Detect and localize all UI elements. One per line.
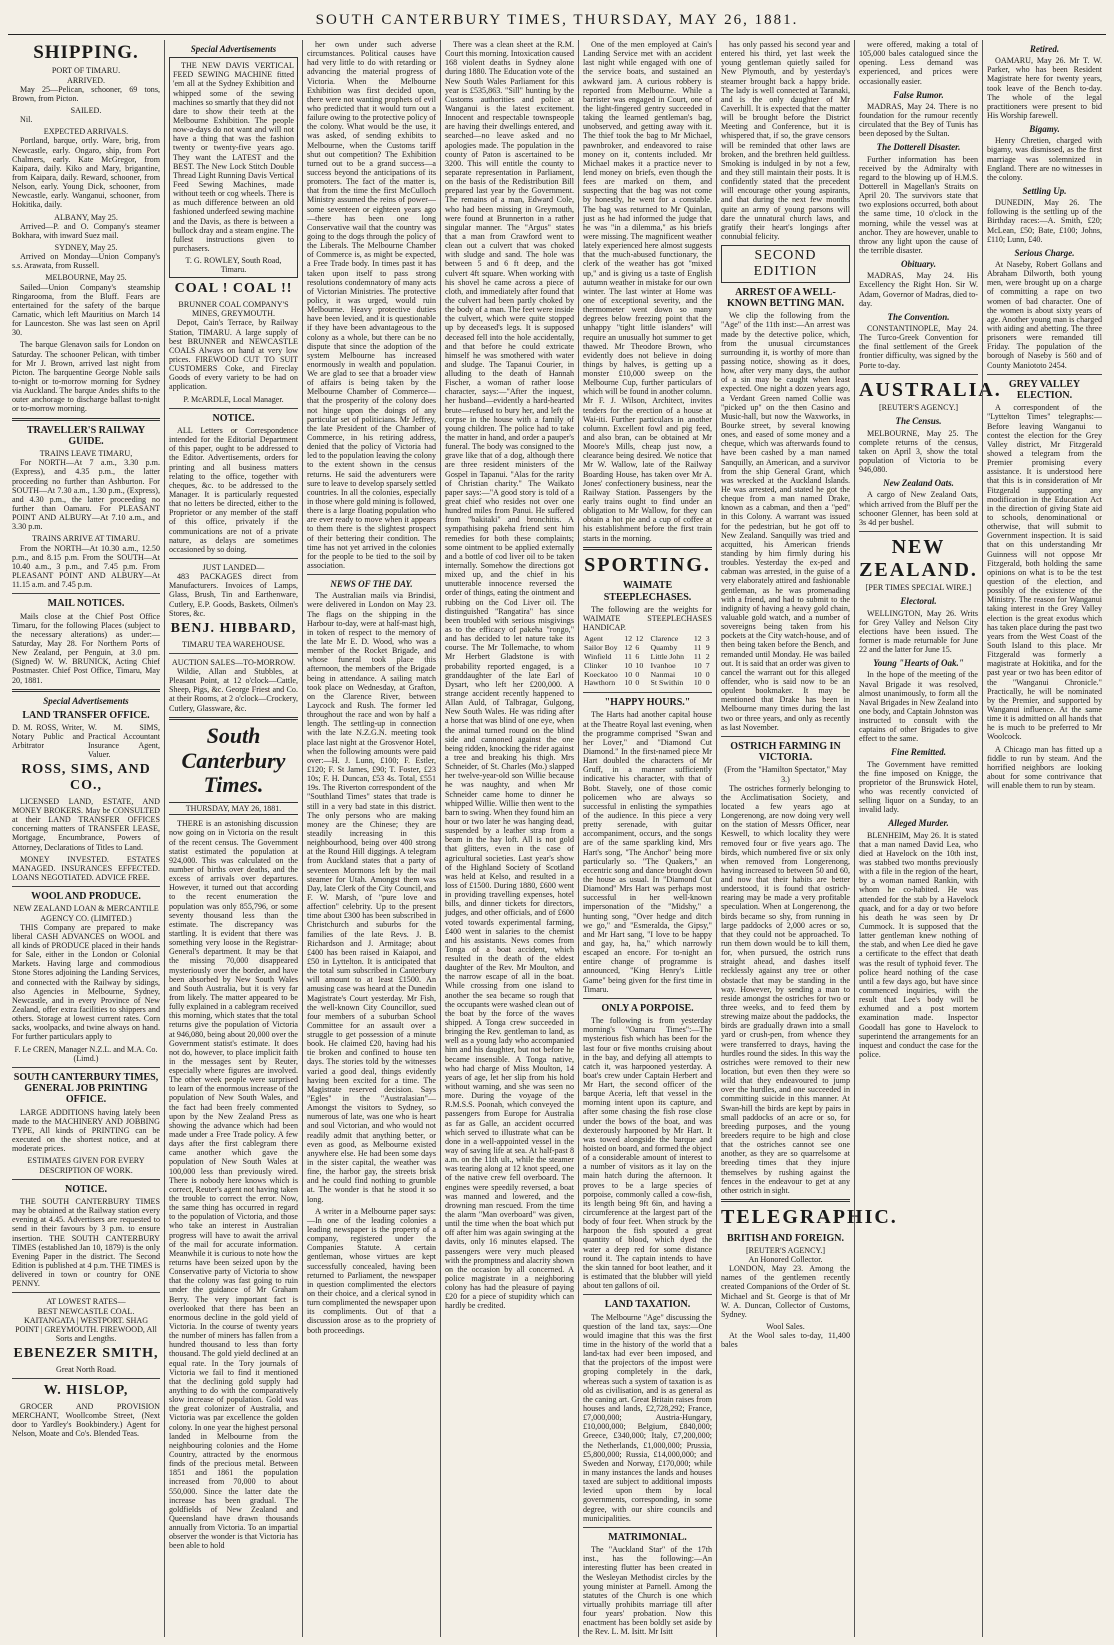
new-zealand-heading: NEW ZEALAND. — [859, 536, 978, 581]
albany-text: Arrived—P. and O. Company's steamer Bokhara, with inward Suez mail. — [12, 221, 160, 240]
ross-sims-services: MONEY INVESTED. ESTATES MANAGED. INSURANCES EFFECTED. LOANS NEGOTIATED. ADVICE FREE. — [12, 854, 160, 882]
weights-left — [583, 635, 646, 688]
sydney-dateline: SYDNEY, May 25. — [54, 243, 118, 252]
melbourne-text: Sailed—Union Company's steamship Ringarooma, from the Bluff. Fears are entertained for the safety of the barque Carnatic, which left Mauritius on March 14 for Launceston. She was last seen on April 30. — [12, 282, 160, 338]
happy-hours-text: The Harts had another capital house at the Theatre Royal last evening, when the programme comprised "Swan and her Lover," and "Diamond Cut Diamond." In the first-named piece Mr Hart doubled the characters of Mr Gruff, in a manner sufficiently indicative his character, with that of Bobt. Stavely, one of those comic policemen who are always so successful in enlisting the sympathies of the audience. In this piece a very pretty serenade, with guitar accompaniment, occurs, and the songs are of the same sparkling kind, Mrs Hart's song, "The Anchor" being more particularly so. "The Quakers," an eccentric song and dance brought down the house as usual. In "Diamond Cut Diamond" Mrs Hart was perhaps most successful in her well-known impersonation of the "Midshy," a hunting song, "Over hedge and ditch we go," and "Esmeralda, the Gipsy," and Mr Hart sang, "I love to be happy and gay, ha, ha," which narrowly escaped an encore. For to-night an entire change of programme is announced, "King Henry's Little Game" being given for the first time in Timaru. — [583, 710, 712, 994]
weight-cell: Winfield — [584, 651, 612, 661]
weight-cell: 10 — [693, 678, 702, 688]
weight-cell: 11 — [624, 651, 632, 661]
melbourne-dateline: MELBOURNE, May 25. — [45, 273, 127, 283]
news-text: The Australian mails via Brindisi, were delivered in London on May 23. The flags on the shipping in the Harbour to-day, were at half-mast high, in token of respect to the memory of the late Mr E. D. Wood, who was a member of the Rocket Brigade, and whose funeral took place this afternoon, the members of the Brigade being in attendance. A sailing match took place on Wednesday, at Grafton, on the Clarence River, between Laycock and Rush. The former led throughout the race and won by half a length. The settling-up in connection with the late N.Z.G.N. meeting took place last night at the Grosvenor Hotel, when the following amounts were paid over:—H. J. Lunn, £100; F. Estler, £120; F. St James, £90; T. Foster, £23 10s; F. H. Duncan, £53 4s. Total, £551 19s. The Riverton correspondent of the "Southland Times" states that trade is still in a very bad state in this district. The only persons who are making money are the Chinese; they are steadily increasing in this neighbourhood, being over 400 strong at the Round Hill diggings. A telegram from Auckland states that a party of seventeen Mormons left by the mail steamer for Utah. Amongst them was Day, late Clerk of the City Council, and F. W. Marsh, of "pure love and affection" celebrity. Up to the present time about £300 has been subscribed in Christchurch and suburbs for the families of the late Revs. J. B. Richardson and J. Armitage; about £400 has been raised in Kaiapoi, and £50 in Lyttelton. It is anticipated that the total sum subscribed in Canterbury will amount to at least £1500. An amusing case was heard at the Dunedin Magistrate's Court yesterday. Mr Fish, the well-known City Councillor, sued four members of a suburban School Committee for an assault over a struggle to get possession of a minute book. He claimed £20, having had his tie broken and confined to house ten days. The stories told by the witnesses varied a good deal, things evidently having been excited for a time. The Magistrate reserved decision. Says "Egles" in the "Australasian"—Amongst the visitors to Sydney, so numerous of late, was one who is heart and soul Victorian, and who would not readily admit that anything better, or even as good, as Melbourne existed anywhere else. He had been some days in the sister capital, the weather was fine, the harbor gay, the streets brisk and he could find nothing to grumble at. The wonder is that he stood it so long. — [307, 591, 436, 1204]
hibbard-name: BENJ. HIBBARD, — [170, 620, 297, 636]
weight-cell: Koeckatoo — [584, 669, 618, 679]
divider — [583, 692, 712, 693]
smith-name: EBENEZER SMITH, — [13, 1346, 159, 1362]
telegraphic-heading: TELEGRAPHIC. — [721, 1205, 898, 1228]
column-8 — [982, 40, 1106, 1637]
coal-heading: COAL ! COAL !! — [174, 281, 293, 297]
glenavon-text: The barque Glenavon sails for London on Saturday. The schooner Pelican, with timber for Mr J. Brown, arrived last night from Picton. The barquentine George Noble sails to-night or to-morrow morning for Sydney via Auckland. The barque Andes shifts to the outer anchorage to discharge ballast to-night or to-morrow morning. — [12, 340, 160, 414]
auction-heading: AUCTION SALES—TO-MORROW. — [171, 657, 296, 667]
waimate-intro: The following are the weights for WAIMATE STEEPLECHASES HANDICAP. — [583, 604, 712, 633]
shipping-heading: SHIPPING. — [33, 42, 139, 63]
weight-cell: 0 — [635, 678, 640, 688]
land-tax-text: The Melbourne "Age" discussing the question of the land tax, says:—One would imagine that this was the first time in the history of the world that a land-tax had ever been imposed, and that the projectors of the impost were groping completely in the dark, whereas such a system of taxation is as old as civilisation, and is as general as the caning art. Great Britain raises from houses and lands, £2,728,292; France, £7,000,000; Austria-Hungary, £10,000,000; Belgium, £840,000; Greece, £340,000; Italy, £7,200,000; the Netherlands, £1,000,000; Prussia, £5,800,000; Russia, £14,000,000; and Sweden and Norway, £170,000; while in many instances the lands and houses taxed are subject to additional imposts levied upon them by local governments, corresponding, in some degree, with our shire councils and municipalities. — [583, 1312, 712, 1523]
trains-leave-text: For NORTH—At 7 a.m., 3.30 p.m. (Express), and 4.35 p.m., the latter proceeding no further than Ashburton. For SOUTH—At 7.30 a.m., 1.30 p.m., (Express), and 4.30 p.m., the latter proceeding no further than Oamaru. For PLEASANT POINT AND ALBURY—At 7.10 a.m., and 3.30 p.m. — [12, 458, 160, 532]
weight-cell: 9 — [705, 643, 710, 653]
weight-cell: 12 — [635, 634, 644, 644]
sydney-text: Arrived on Monday—Union Company's s.s. Arawata, from Russell. — [12, 252, 160, 271]
job-printing-heading: SOUTH CANTERBURY TIMES, GENERAL JOB PRINTING OFFICE. — [13, 1071, 159, 1106]
divider — [583, 1527, 712, 1528]
auction-text: Wildie, Allan and Stubbles, at Pleasant Point, at 12 o'clock—Cattle, Sheep, Pigs, &c. George Friest and Co. at their Rooms, at 2 o'clock—Crockery, Cutlery, Glassware, &c. — [169, 666, 298, 713]
coal-list: BEST NEWCASTLE COAL. KAITANGATA | WESTPORT. SHAG POINT | GREYMOUTH. FIREWOOD, All Sorts and Lengths. — [15, 1306, 157, 1343]
trains-arrive-text: From the NORTH—At 10.30 a.m., 12.50 p.m., and 8.15 p.m. From the SOUTH—At 10.40 a.m., 3 p.m., and 7.45 p.m. From PLEASANT POINT AND ALBURY—At 11.15 a.m. and 7.45 p.m. — [12, 543, 160, 590]
weight-cell: 10 — [693, 660, 702, 670]
divider — [721, 736, 850, 737]
notice-text: ALL Letters or Correspondence intended for the Editorial Department of this paper, ought to be addressed to the Editor. Advertisements, orders for printing and all business matters relating to the office, together with cheques, &c. to be addressed to the Manager. It is particularly requested that no letters be directed, either to the Proprietor or any member of the staff of this office, privately if the communications are not of a private nature, as delays are sometimes occasioned by so doing. — [169, 426, 298, 554]
mail-text: Mails close at the Chief Post Office Timaru, for the following Places (subject to the necessary alterations) as under:— Saturday, May 28. For Northern Ports of New Zealand, per Penguin, at 3.0 pm. (Signed) W. W. BRUNICK, Acting Chief Postmaster. Chief Post Office, Timaru, May 20, 1881. — [12, 611, 160, 685]
weight-cell: 0 — [705, 678, 710, 688]
special-ads-heading: Special Advertisements — [43, 695, 129, 706]
second-edition-banner: SECOND EDITION — [721, 245, 850, 283]
brunner-signature: P. McARDLE, Local Manager. — [183, 394, 284, 404]
false-rumor-heading: False Rumor. — [893, 89, 944, 100]
weight-cell: 10 — [624, 678, 633, 688]
local-news: One of the men employed at Cain's Landing Service met with an accident last night while engaged with one of the service boats, and sustained an awkward jam. A curious robbery is reported from Melbourne. While a barrister was engaged in Court, one of the light-fingered gentry succeeded in taking the learned gentleman's bag, unobserved, and getting away with it. The thief took the bag to Mr Michael, pawnbroker, and endeavored to raise money on it, contents included. Mr Michael makes it a practice never to lend money on briefs, even though the fees are marked on them, and suspecting that the bag was not come by honestly, he went for a constable. The bag was returned to Mr Quinlan, just as he had informed the judge that he was "in a dilemma," as his briefs were missing. The magnificent weather lately experienced here almost suggests that the much-abused functionary, the clerk of the weather has got "mixed up," and is giving us a taste of English autumn weather in mistake for our own winter. The last winter at Home was one of exceptional severity, and the thermometer went down so many degrees below freezing point that the unhappy "tight little islanders" will require an unusually hot summer to get thawed. Mr Theodore Brown, who evidently does not believe in doing things by halves, is getting up a monster £10,000 sweep on the Melbourne Cup, further particulars of which will be found in another column. Mr F. J. Wilson, Architect, invites tenders for the erection of a house at Wai-iti. Further particulars in another column. Excellent fowl and pig feed, and also bran, can be obtained at Mr Moore's Mills, cheap just now, a clearance being desired. We notice that Mr W. Wallow, late of the Railway Boarding House, has taken over Mr A. Jones' confectionery business, near the Railway Station. Passengers by the early trains ought to find under an obligation to Mr Wallow, for they can obtain a hot pie and a cup of coffee at his establishment before the first train starts in the morning. — [583, 40, 712, 543]
settling-heading: Settling Up. — [1022, 186, 1067, 196]
column-5 — [578, 40, 716, 1637]
brunner-text: Depot, Cain's Terrace, by Railway Station, TIMARU. A large supply of best BRUNNER and NEWCASTLE COALS Always on hand at very low prices. FIREWOOD CUT TO SUIT CUSTOMERS Coke, and Fireclay Goods of every variety to be had on application. — [169, 318, 298, 392]
wool-continued: were offered, making a total of 105,000 bales catalogued since the opening. Less demand was experienced, and prices were occasionally easier. — [859, 40, 978, 86]
weight-row — [650, 679, 713, 688]
grey-valley-text: A correspondent of the "Lyttelton Times" telegraphs:—Before leaving Wanganui to contest the election for the Grey Valley district, Mr Fitzgerald showed a telegram from the Premier promising every assistance. It is understood here that this is in consideration of Mr Fitzgerald supporting any modification in the Education Act in the direction of giving State aid to schools, denominational or otherwise, that will submit to Government inspection. It is said that on this understanding Mr Guinness will not oppose Mr Fitzgerald, both holding the same opinions on what is to be the test question of the election, and possibly of the existence of the Ministry. The reason for Wanganui taking interest in the Grey Valley election is the great exodus which has taken place during the past two years from the West Coast of the South Island to this place. Mr Fitzgerald was formerly a magistrate at Hokitika, and for the past year or two has been editor of the "Wanganui Chronicle." Practically, he will be nominated by the Premier, and supported by Wanganui influence. At the same time it is admitted on all hands that he is much to be preferred to Mr Woolcock. — [987, 403, 1102, 742]
divider — [169, 717, 298, 720]
ostrich-text: The ostriches formerly belonging to the Acclimatisation Society, and located a few years ago at Longerenong, are now doing very well on the station of Messrs Officer, near Keswell, to which locality they were removed four or five years ago. The birds, which numbered five or six only when removed from Longerenong, having increased to between 50 and 60, and now that their habits are better understood, it is found that ostrich-rearing may be made a very profitable speculation. When at Longerenong, the birds became so shy, from running in large paddocks of 2,000 acres or so, that they could not be approached. To run them down would be to kill them, for, when pursued, the ostrich runs straight ahead, and dashes itself recklessly against any tree or other obstacle that may be standing in the way. However, by sending a man to reside amongst the ostriches for two or three weeks, and to feed them by strewing maize about the paddocks, the birds are gradually drawn into a small yard or crush-pen, from whence they were transferred to drays, having the hurdles round the sides. In this way the ostriches were removed to their new location, but even then they were so wild that they endeavoured to jump over the hurdles, and one succeeded in committing suicide in this manner. At Swan-hill the birds are kept by pairs in small paddocks of an acre or so, for breeding purposes, and the young breeders require to be high and close that the ostriches cannot see one another, as they are so quarrelsome at breeding times that they injure themselves by rushing against the fences in the endeavour to get at any other ostrich in sight. — [721, 783, 850, 1195]
sailed-text: Nil. — [20, 115, 33, 125]
weight-cell: 7 — [705, 660, 710, 670]
divider — [12, 1067, 160, 1068]
nzloan-name: NEW ZEALAND LOAN & MERCANTILE AGENCY CO. (LIMITED.) — [13, 904, 159, 923]
weight-row — [583, 679, 646, 688]
bigamy-heading: Bigamy. — [1029, 124, 1060, 135]
weight-cell: Little John — [650, 651, 685, 661]
column-2 — [164, 40, 302, 1637]
dotterel-text: Further information has been received by the Admiralty with regard to the blowing up of H.M.S. Dotterell in Magellan's Straits on April 20. The survivors state that two explosions occurred, both about the same time, 10 o'clock in the morning, while the vessel was at anchor. They are however, unable to throw any light upon the cause of the terrible disaster. — [859, 154, 978, 255]
notice-heading: NOTICE. — [65, 1183, 107, 1195]
matrimonial-continued: has only passed his second year and entered his third, yet last week the young gentleman quietly sailed for New Plymouth, and by yesterday's steamer brought back a happy bride. The lady is well connected at Taranaki, and is the only daughter of Mr Caverhill. It is expected that the matter will be brought before the District Meeting and Conference, but it is whispered that, if so, the grave censors will be reminded that other laws are broken, and the brethren held guiltless. Smoking is indulged in by not a few, and they still maintain their posts. It is confidently stated that the precedent will encourage other young aspirants, and that during the next few months quite an army of young parsons will dare the unnatural church laws, and gratify their heart's longings after connubial felicity. — [721, 40, 850, 241]
notice-text: THE SOUTH CANTERBURY TIMES may be obtained at the Railway station every evening at 4.45. Advertisers are requested to send in their favours by 3 p.m. to ensure insertion. THE SOUTH CANTERBURY TIMES (established Jan 10, 1879) is the only Evening Paper in the district. The Second Edition is published at 4 p.m. THE TIMES is delivered in town or country for ONE PENNY. — [12, 1196, 160, 1289]
divider — [859, 374, 978, 375]
hearts-text: In the hope of the meeting of the Naval Brigade it was resolved, almost unanimously, to form all the Naval Brigades in New Zealand into one body, and Captain Johnston was instructed to consult with the captains of other Brigades to give effect to the same. — [859, 670, 978, 744]
weights-table — [583, 635, 712, 688]
divider — [12, 886, 160, 887]
hislop-text: GROCER AND PROVISION MERCHANT, Woollcombe Street, (Next door to Yardley's Bookbindery.) Agent for Nelson, Moate and Co's. Blended Teas. — [12, 1401, 160, 1439]
charge-text: At Naseby, Robert Gollans and Abraham Dilworth, both young men, were brought up on a charge of committing a rape on two women of bad character. One of the women is about sixty years of age. Another young man is charged with aiding and abetting. The three prisoners were remanded till Friday. The population of the borough of Naseby is 560 and of County Maniototo 2454. — [987, 260, 1102, 370]
editorial-continued: her own under such adverse circumstances. Political causes have had very little to do with retarding or advancing the material progress of Victoria. When the Melbourne Exhibition was first decided upon, there were not wanting prophets of evil who predicted that it would turn out a failure owing to the protective policy of the colony. What would be the use, it was asked, of sending exhibits to Melbourne, when the Customs tariff shut out competition? The Exhibition turned out to be a grand success—a success beyond the anticipations of its promoters. The fact of the matter is, that from the time the first McCulloch Ministry assumed the reins of power—some seventeen or eighteen years ago—there has been one long Conservative wail that the country was going to the dogs through the policy of the Liberals. The Melbourne Chamber of Commerce is, as might be expected, a Free Trade body. In times past it has taken upon itself to pass strong resolutions condemnatory of many acts of Victorian Ministries. The protective policy, it was urged, would ruin Melbourne. Heavy protective duties have been levied, and it is questionable if they have been advantageous to the colony as a whole, but there can be no dispute that since the adoption of the system Melbourne has increased enormously in wealth and population. We are glad to see that a broader view of affairs is being taken by the Melbourne Chamber of Commerce—that the prosperity of the colony does not hinge upon the doings of any particular set of politicians. Mr Jeffrey, the late President of the Chamber of Commerce, in his retiring address, denied that the policy of Victoria had led to the population leaving the colony to the extent shown in the census returns. He said the adventurers were sure to leave to develop sparsely settled countries. In all the colonies, especially in those where gold mining is followed, there is a large floating population who are ever ready to move when it appears to them there is the slightest prospect of their bettering their condition. The time has not yet arrived in the colonies for the people to be tied to the soil by association. — [307, 40, 437, 571]
oats-text: A cargo of New Zealand Oats, which arrived from the Bluff per the schooner Glenner, has been sold at 3s 4d per bushel. — [859, 490, 978, 527]
weight-cell: St Swithin — [650, 678, 684, 688]
charge-heading: Serious Charge. — [1014, 247, 1075, 258]
divider — [169, 558, 298, 559]
weight-cell: 3 — [705, 634, 710, 644]
smith-address: Great North Road. — [55, 1364, 116, 1374]
nzloan-signature: F. Le CREN, Manager N.Z.L. and M.A. Co. (Limd.) — [14, 1044, 158, 1063]
trains-arrive-label: TRAINS ARRIVE AT TIMARU. — [31, 534, 141, 544]
davis-ad — [169, 57, 298, 278]
news-paragraphs: There was a clean sheet at the R.M. Court this morning. Intoxication caused 168 violent deaths in Sydney alone during 1880. The Education vote of the New South Wales Parliament for this year is £535,863. "Sill" hunting by the Customs authorities and police at Wanganui is the latest excitement. Innocent and respectable townspeople are having their dwellings entered, and searched—no leave asked and no apologies made. The population in the county of Paton is ascertained to be 3200. This will entitle the county to separate representation in Parliament, on the basis of the Redistribution Bill prepared last year by the Government. The remains of a man, Edward Cole, who had been missing in Greymouth, were found at Brunnerton in a rather singular manner. The "Argus" states that a man from Crawford went to clean out a culvert that was choked with sludge and sand. The hole was between 5 and 6 ft deep, and the culvert 4ft square. When working with his shovel he came across a piece of cloth, and immediately after found that the culvert had been partly choked by the body of a man. The feet were inside the culvert, which were quite stopped up by deceased's legs. It is supposed deceased fell into the hole accidentally, and that before he could extricate himself he was smothered with water and sludge. The Tapanui Courier, in alluding to the death of Hannah Fischer, a woman of rather loose character, says:—"After the inquest, her husband—evidently a hard-hearted brute—refused to bury her, and left the corpse in the house with a family of young children. The police had to take the matter in hand, and order a pauper's funeral. The body was consigned to the grave like that of a dog, although there are three resident ministers of the Gospel in Tapanui. "Alas for the rarity of Christian charity." The Waikato paper says:—"A good story is told of a great chief who resides not over one hundred miles from Panui. He suffered from "bakitaki" and bronchitis. A sympathising pakeha friend sent him remedies for both these complaints; some ointment to be applied externally and a bottle of cod liver oil to be taken internally. Somehow the directions got mixed up, and the chief in his unutterable innocence reversed the order of things, eating the ointment and rubbing on the Cod Liver oil. The distinguished "Rangatira" has since been troubled with serious misgivings as to the efficacy of pakeha "rongo," and has decided to let nature take its course. The Mr Tollemache, to whom Mr Herbert Gladstone is with probability reported engaged, is a granddaughter of the late Earl of Dysart, who left her £200,000. A strange accident recently happened to Allan Auld, of Talbragar, Gulgong, New South Wales. He was riding after a horse that was blind of one eye, when the animal turned round on the blind side and cannoned against the one being ridden, knocking the rider against a tree and breaking his thigh. Mrs Schneider, of St. Charles (Mo.) slapped her twelve-year-old son Willie because he was naughty, and when Mr Schneider came home to dinner he whipped Willie. Willie then went to the barn to swing. When they found him an hour or two later he was hanging dead, suspended by a leather strap from a beam in the hay loft. All is not gold that glitters, even in the case of agricultural societies. Last year's show of the Highland Society of Scotland was held at Kelso, and resulted in a loss of £1500. During 1880, £600 went in providing travelling expenses, hotel bills, and dinner tickets for directors, judges, and other officials, and of £600 voted towards experimental farming, £400 went in salaries to the chemist and his assistants. News comes from Tonga of a boat accident, which resulted in the death of the eldest daughter of the Rev. Mr Moulton, and the narrow escape of all in the boat. While crossing from one island to another the sea became so rough that the occupants were washed clean out of the boat by the force of the waves shipped. A Tonga crew succeeded in bringing the Rev. gentleman to land, as well as a young lady who accompanied him and his daughter, but not before he became insensible. A Tonga native, who had charge of Miss Moulton, 14 years of age, let her slip from his hold without warning, and she was seen no more. During the voyage of the R.M.S.S. Poonah, which conveyed the passengers from Europe for Australia as far as Galle, an accident occurred which served to illustrate what can be done in a well-appointed vessel in the way of saving life at sea. At half-past 8 a.m. on the 11th ult., while the steamer was tearing along at 12 knot speed, one of the native crew fell overboard. The engines were speedily reversed, a boat was manned and lowered, and the drowning man rescued. From the time the alarm "Man overboard" was given, until the time when the boat which put off after him was again swinging at the davits, only 16 minutes elapsed. The passengers were very much pleased with the promptness and alacrity shown on the occasion by all concerned. A police magistrate in a neighboring colony has had the pleasure of paying £20 for a piece of stupidity which can hardly be credited. — [445, 40, 575, 1311]
hearts-heading: Young "Hearts of Oak." — [873, 658, 964, 669]
census-heading: The Census. — [895, 416, 942, 427]
divider — [987, 374, 1102, 375]
arrived-label: ARRIVED. — [67, 75, 105, 85]
matrimonial-text: The "Auckland Star" of the 17th inst., has the following:—An interesting flutter has been created in the Wesleyan Methodist circles by the young minister at Parnell. Among the statutes of the Church is one which virtually prohibits marriage till after four years' probation. Now this enactment has been boldly set aside by the Rev. L. M. Isitt. Mr Isitt — [583, 1545, 712, 1637]
divider — [583, 1294, 712, 1295]
job-printing-text: LARGE ADDITIONS having lately been made to the MACHINERY AND JOBBING TYPE, All kinds of PRINTING can be executed on the shortest notice, and at moderate prices. — [12, 1107, 160, 1154]
electoral-heading: Electoral. — [900, 596, 937, 607]
australia-heading: AUSTRALIA. — [859, 378, 1002, 401]
weight-cell: 10 — [624, 660, 633, 670]
job-printing-estimates: ESTIMATES GIVEN FOR EVERY DESCRIPTION OF WORK. — [27, 1156, 145, 1175]
divider — [583, 547, 712, 550]
settling-text: DUNEDIN, May 26. The following is the settling up of the Birthday races:—A. Smith, £20; McLean, £50; Bate, £100; Johns, £110; Lunn, £40. — [987, 198, 1102, 244]
reuters-label: [REUTER'S AGENCY.] — [745, 1245, 826, 1255]
porpoise-heading: ONLY A PORPOISE. — [601, 1002, 694, 1014]
trains-leave-label: TRAINS LEAVE TIMARU, — [39, 449, 133, 459]
reuters-label: [REUTER'S AGENCY.] — [878, 403, 959, 413]
weight-cell: 11 — [693, 651, 702, 661]
news-text-2: A writer in a Melbourne paper says:—In one of the leading colonies a leading newspaper is the property of a company, registered under the Companies Statute. A certain gentleman, whose virtues are kept successfully concealed, having been returned to Parliament, the newspaper in question complimented the electors on their choice, and a clerical synod in turn complimented the newspaper upon its compliments. Out of that a discussion arose as to the propriety of both proceedings. — [307, 1206, 436, 1335]
special-ads-heading: Special Advertisements — [190, 44, 277, 54]
grey-valley-heading: GREY VALLEY ELECTION. — [1008, 378, 1081, 401]
landed-text: 483 PACKAGES direct from Manufacturers. Invoices of Lamps, Glass, Brush, Tin and Earthenware, Cutlery, E.P. Goods, Baskets, Oilmen's Stores, &c. — [169, 572, 298, 618]
retired-heading: Retired. — [1029, 44, 1060, 54]
news-heading: NEWS OF THE DAY. — [330, 579, 413, 590]
weight-cell: Agent — [584, 634, 604, 644]
ostrich-heading: OSTRICH FARMING IN VICTORIA. — [730, 740, 841, 764]
divider — [12, 418, 160, 421]
divider — [169, 408, 298, 409]
coal-rates-label: AT LOWEST RATES— — [46, 1297, 126, 1307]
honor-text: LONDON, May 23. Among the names of the gentlemen recently created Companions of the Order of St. Michael and St. George is that of Mr W. A. Duncan, Collector of Customs, Sydney. — [721, 1264, 850, 1319]
column-3 — [302, 40, 440, 1637]
divider — [12, 593, 160, 594]
obituary-text: MADRAS, May 24. His Excellency the Right Hon. Sir W. Adam, Governor of Madras, died to-day. — [859, 271, 978, 308]
convention-text: CONSTANTINOPLE, May 24. The Turco-Greek Convention for the final settlement of the Greek frontier difficulty, was signed by the Porte to-day. — [859, 324, 978, 370]
false-rumor-text: MADRAS, May 24. There is no foundation for the rumour recently circulated that the Bey of Tunis has been deposed by the Sultan. — [859, 101, 978, 139]
ostrich-source: (From the "Hamilton Spectator," May 3.) — [724, 765, 847, 784]
murder-text: BLENHEIM, May 26. It is stated that a man named David Lea, who died at Havelock on the 10th inst, was stabbed two months previously with a file in the region of the heart, by a woman named Rankin, with whom he co-habited. He was attended for the stab by a Havelock quack, and for a day or two before his death he was seen by Dr Cummock. It is supposed that the latter gentleman knew nothing of the stab, and when Lee died he gave a certificate to the effect that death was the result of typhoid fever. The police heard nothing of the case until a few days ago, but have since commenced inquiries, with the result that Lee's body will be exhumed and a post mortem examination made. Inspector Goodall has gone to Havelock to superintend the arrangements for an inquest and conduct the case for the police. — [859, 830, 978, 1060]
divider — [721, 1199, 850, 1202]
column-7 — [854, 40, 1002, 1637]
obituary-heading: Obituary. — [901, 259, 936, 270]
weight-cell: Ivanhoe — [650, 660, 676, 670]
davis-signature: T. G. ROWLEY, South Road, Timaru. — [185, 256, 282, 275]
weight-cell: Clarence — [650, 634, 679, 644]
arrest-text: We clip the following from the "Age" of the 11th inst:—An arrest was made by the detective police, which, from the unusual circumstances surrounding it, is worthy of more than passing notice, showing as it does, how, after very many days, the author of a sin may be caught when least expected. One night a dozen years ago, a Verdant Green named Collie was "picked up" on the then Casino and Music-hall, but now the Waxworks, in Bourke street, by several knowing ones, and eased of some money and a cheque, which was afterwards found to have been cashed by a man named Sanquilly, an American, and a survivor from the ship General Grant, which was wrecked at the Auckland Islands. He was arrested, and stated he got the cheque from a man named Drake, known as a cabman, and then a "ped" in this Colony. A warrant was issued for the pedestrian, but he got off to New Zealand. Sanquilly was tried and acquitted, his American friends standing by him firmly during his troubles. Yesterday the ex-ped and cabman was arrested, in the guise of a very elaborately attired and fashionable gentleman, as he was promenading with a friend, and had to submit to the indignity of having a heavy gold chain, valuable gold watch, and a number of sovereigns being taken from his pockets at the City watch-house, and of then being taken before the Bench, and remanded until Monday. He was bailed out. It is said that an order was given to cancel the warrant out for this alleged offender, who is said now to be an opulent bookmaker. It may be mentioned that Drake has been in Melbourne many times during the last two or three years, and only as recently as last November. — [721, 311, 850, 732]
divider — [12, 1378, 160, 1379]
mail-heading: MAIL NOTICES. — [47, 598, 125, 610]
ross-sims-name: ROSS, SIMS, AND CO., — [21, 762, 151, 794]
weight-cell: 11 — [693, 643, 702, 653]
weight-cell: 10 — [693, 669, 702, 679]
weight-cell: Hawthorn — [584, 678, 616, 688]
matrimonial-heading: MATRIMONIAL. — [608, 1531, 687, 1543]
weight-cell: 6 — [635, 643, 640, 653]
honor-heading: An Honored Collector. — [748, 1255, 823, 1265]
land-transfer-heading: LAND TRANSFER OFFICE. — [22, 709, 150, 721]
waimate-heading: WAIMATE STEEPLECHASES. — [603, 580, 692, 603]
expected-text: Portland, barque, ortly. Ware, brig, from Newcastle, early. Ongaro, ship, from Port Chalmers, early. Kate McGregor, from Kaipara, daily. Kiko and Mary, brigantine, from Kaipara, daily. Reward, schooner, from Nelson, early. Young Dick, schooner, from Newcastle, early. Wanganui, schooner, from Hokitika, daily. — [12, 136, 160, 210]
land-tax-heading: LAND TAXATION. — [604, 1299, 691, 1311]
weights-right — [650, 635, 713, 688]
hibbard-address: TIMARU TEA WAREHOUSE. — [182, 639, 285, 649]
brunner-name: BRUNNER COAL COMPANY'S MINES, GREYMOUTH. — [178, 300, 289, 319]
divider — [12, 689, 160, 692]
divider — [12, 1292, 160, 1293]
paper-title: South Canterbury Times. — [181, 722, 286, 798]
wool-sales-heading: Wool Sales. — [766, 1322, 805, 1331]
weight-cell: Quamby — [650, 643, 678, 653]
weight-cell: 12 — [693, 634, 702, 644]
convention-heading: The Convention. — [887, 311, 950, 322]
divider — [583, 998, 712, 999]
retired-text: OAMARU, May 26. Mr T. W. Parker, who has been Resident Magistrate here for twenty years, took leave of the Bench to-day. The whole of the legal practitioners were present to bid His Worship farewell. — [987, 56, 1102, 120]
column-4 — [440, 40, 578, 1637]
sailed-label: SAILED. — [70, 106, 102, 116]
special-wire-label: [PER TIMES SPECIAL WIRE.] — [865, 583, 972, 593]
murder-heading: Alleged Murder. — [888, 818, 949, 829]
expected-label: EXPECTED ARRIVALS. — [43, 127, 129, 137]
weight-cell: Clinker — [584, 660, 608, 670]
happy-hours-heading: "HAPPY HOURS." — [604, 697, 691, 709]
land-partner-left: D. M. ROSS, Writer, Notary Public and Arbitrator — [12, 723, 84, 751]
weight-cell: 0 — [635, 669, 640, 679]
census-text: MELBOURNE, May 25. The complete returns of the census, taken on April 3, show the total population of Victoria to be 946,080. — [859, 428, 978, 475]
land-partners — [12, 723, 160, 759]
editorial-text: THERE is an astonishing discussion now going on in Victoria on the result of the recent census. The Government statist estimated the population at 924,000. This was calculated on the number of births over deaths, and the excess of arrivals over departures. However, it turned out that according to the recent enumeration the population was only 855,796, or some seventy thousand less than the estimate. The discrepancy was startling. It is evident that there was something very loose in the Registrar-General's department. It may be that the missing 70,000 disappeared mysteriously over the border, and have been absorbed by New South Wales and South Australia, but it is very far from likely. The matter appeared to be fully explained in a cablegram received this morning, which states that the total returns give the population of Victoria at 946,080, being about 20,000 over the Government statist's estimate. It does not do, however, to place implicit faith in the messages sent by Reuter, especially where figures are involved. The other week people were surprised to learn of the enormous increase of the population of New South Wales, and the fact had been freely commented upon by the New Zealand Press as showing the advance which had been made under a Free Trade policy. A few days after the first cablegram there came another which gave the population of New South Wales at 100,000 less than previously wired. There is nobody here knows which is correct, Reuter's agent not having taken the trouble to correct the error. Now, the same thing has occurred in regard to the population of Victoria, and those who take an interest in Australian progress will have to await the arrival of the mail for accurate information. Meanwhile it is curious to note how the returns have been seized upon by the Conservative party of Victoria to show that the colony was fast going to ruin under the guidance of Mr Graham Berry. The very important fact is overlooked that there has been an enormous decline in the gold yield of Victoria. In the course of twenty years the number of miners has fallen from a hundred thousand to less than forty thousand. The gold yield declined at an equal rate. In the Tory journals of Victoria we fail to find it mentioned that the declining gold supply had anything to do with the comparatively slow increase of population. Gold was the great colonizer of Australia, and Victoria was par excellence the golden colony. In one year the highest personal landed in Melbourne from the neighbouring colonies and the Home Country, attracted by the enormous finds of the precious metal. Between 1851 and 1861 the population increased from 70,000 to about 550,000. Since the latter date the increase has been gradual. The goldfields of New Zealand and Queensland have drawn thousands annually from Victoria. To an impartial observer the wonder is that Victoria has been able to hold — [169, 819, 298, 1551]
column-1 — [8, 40, 164, 1637]
arrived-text: May 25—Pelican, schooner, 69 tons, Brown, from Picton. — [12, 84, 160, 103]
wool-sales-text: At the Wool sales to-day, 11,400 bales — [721, 1331, 850, 1350]
porpoise-text: The following is from yesterday morning's "Oamaru Times":—The mysterious fish which has been for the last four or five months cruising about in the bay, and defying all attempts to catch it, was harpooned yesterday. A boat's crew under Captain Herbert and Mr Hart, the second officer of the barque Aceria, left that vessel in the morning intent upon its capture, and after some chasing the fish rose close under the bows of the boat, and was dexterously harpooned by Mr Hart. It was towed alongside the barque and hoisted on board, and formed the object of a considerable amount of interest to a number of visitors as it lay on the main hatch during the afternoon. It proves to be a large species of porpoise, commonly called a cow-fish, its length being 9ft 6in, and having a circumference at the largest part of the body of four feet. When struck by the harpoon the fish spouted a great quantity of blood, which dyed the water a deep red for some distance round it. The captain intends to have the skin tanned for boot leather, and it is estimated that the blubber will yield about ten gallons of oil. — [583, 1016, 712, 1291]
divider — [859, 531, 978, 532]
weight-cell: 0 — [705, 669, 710, 679]
railway-heading: TRAVELLER'S RAILWAY GUIDE. — [26, 424, 146, 447]
divider — [307, 574, 436, 575]
fiddle-text: A Chicago man has fitted up a fiddle to run by steam. And the horrified neighbors are looking about for some contrivance that will enable them to run by steam. — [987, 744, 1102, 791]
nzloan-text: THIS Company are prepared to make liberal CASH ADVANCES on WOOL and all kinds of PRODUCE placed in their hands for Sale, either in the London or Colonial Markets. Having large and commodious Stone Stores adjoining the Landing Services, and connected with the Railway by sidings, also Agencies in Melbourne, Sydney, Newcastle, and in every Province of New Zealand, offer extra facilities to shippers and others. Storage at lowest current rates. Corn sacks, woolpacks, and twine always on hand. For further particulars apply to — [12, 922, 160, 1042]
landed-label: JUST LANDED— — [202, 563, 265, 573]
column-6 — [716, 40, 898, 1637]
dotterel-heading: The Dotterell Disaster. — [876, 142, 961, 153]
davis-text: THE NEW DAVIS VERTICAL FEED SEWING MACHINE fitted 'em all at the Sydney Exhibition and whipped some of the sewing machines so smartly that they did not dare to show their teeth at the Melbourne Exhibition. The people now-a-days do not want and will not have a thing that was the fashion twenty or twenty-five years ago. They want the LATEST and the BEST. The New Lock Stitch Double Thread Light Running Davis Vertical Feed Sewing Machines, made without teeth or cog wheels. There is as much difference between an old fashioned underfeed sewing machine and the Davis, as there is between a bullock dray and a steam engine. The fullest instructions given to purchasers. — [173, 61, 294, 253]
british-foreign-heading: BRITISH AND FOREIGN. — [727, 1232, 844, 1244]
weight-cell: 10 — [624, 669, 633, 679]
weight-cell: Sailor Boy — [584, 643, 618, 653]
ross-sims-text: LICENSED LAND, ESTATE, AND MONEY BROKERS. May be CONSULTED at their LAND TRANSFER OFFICES concerning matters of TRANSFER LEASE, Mortgage, Encumbrance, Powers of Attorney, Declarations of Titles to Land. — [12, 796, 160, 852]
masthead — [12, 12, 1102, 34]
masthead-rule — [8, 34, 1106, 35]
divider — [169, 653, 298, 654]
weight-cell: Nanmai — [650, 669, 676, 679]
paper-dateline: THURSDAY, MAY 26, 1881. — [169, 802, 298, 815]
weight-cell: 2 — [705, 651, 710, 661]
albany-dateline: ALBANY, May 25. — [54, 212, 118, 222]
sporting-heading: SPORTING. — [584, 553, 711, 576]
notice-heading: NOTICE. — [212, 412, 255, 424]
fine-heading: Fine Remitted. — [891, 747, 946, 758]
land-partner-right: W. M. SIMS, Practical Accountant Insurance Agent, Valuer. — [88, 723, 160, 760]
electoral-text: WELLINGTON, May 26. Writs for Grey Valley and Nelson City elections have been issued. The former is made returnable for June 22 and the latter for June 15. — [859, 608, 978, 655]
masthead-title: SOUTH CANTERBURY TIMES, THURSDAY, MAY 26, 1881. — [315, 12, 799, 28]
weight-cell: 6 — [635, 651, 640, 661]
fine-text: The Government have remitted the fine imposed on Knigge, the proprietor of the Brunswick Hotel, who was recently convicted of selling liquor on a Sunday, to an invalid lady. — [859, 759, 978, 815]
bigamy-text: Henry Chretien, charged with bigamy, was dismissed, as the first marriage was solemnized in England. There are no witnesses in the colony. — [987, 136, 1102, 182]
weight-cell: 12 — [624, 634, 633, 644]
port-heading: PORT OF TIMARU. — [51, 66, 121, 76]
wool-heading: WOOL AND PRODUCE. — [31, 891, 141, 903]
arrest-heading: ARREST OF A WELL-KNOWN BETTING MAN. — [727, 286, 844, 310]
oats-heading: New Zealand Oats. — [883, 478, 954, 489]
weight-cell: 12 — [624, 643, 633, 653]
divider — [12, 1179, 160, 1180]
weight-cell: 10 — [635, 660, 644, 670]
hislop-name: W. HISLOP, — [43, 1383, 129, 1399]
